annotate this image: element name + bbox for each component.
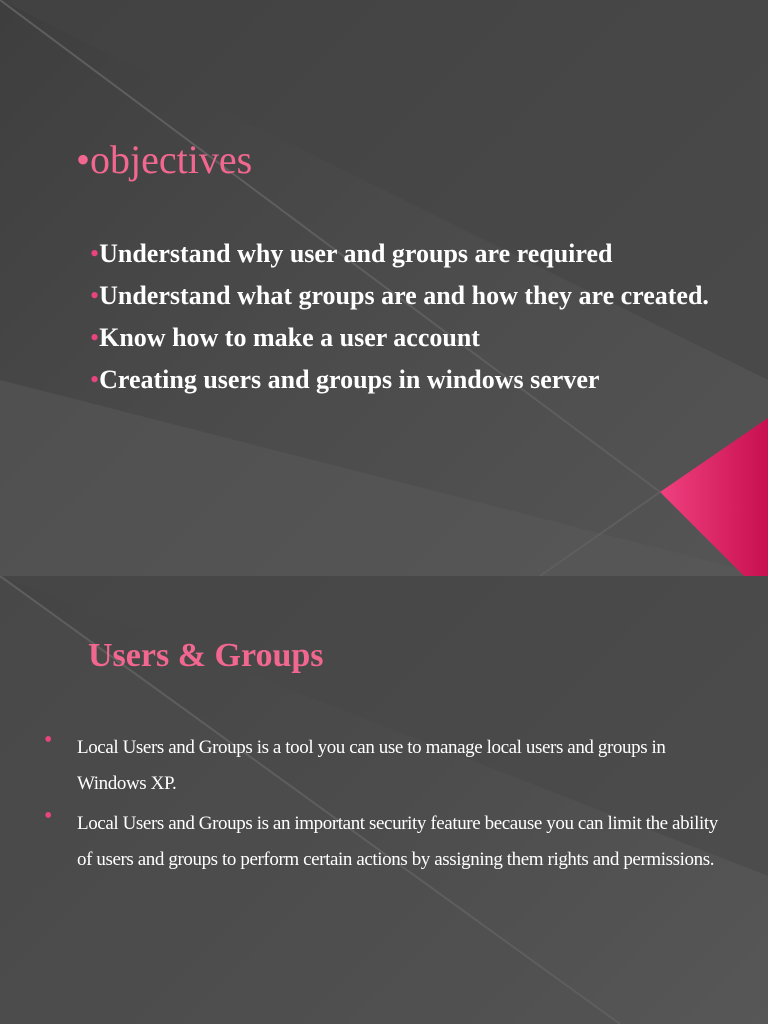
bullet-icon: • <box>90 281 100 310</box>
list-item <box>90 363 730 397</box>
pink-triangle-accent <box>660 418 768 576</box>
list-item <box>44 803 734 878</box>
objectives-list <box>90 237 730 405</box>
slide-title <box>76 136 252 184</box>
list-item <box>90 279 730 313</box>
list-item <box>44 727 734 802</box>
background-facet-bottom <box>0 380 768 576</box>
list-item-text: Know how to make a user account <box>99 323 480 352</box>
list-item-text: Understand why user and groups are required <box>99 239 613 268</box>
bullet-icon: • <box>90 323 100 352</box>
title-bullet: • <box>76 137 91 182</box>
list-item <box>90 321 730 355</box>
list-item <box>90 237 730 271</box>
bullet-icon: • <box>44 727 53 753</box>
slide-title: Users & Groups <box>88 637 324 674</box>
list-item-text: Understand what groups are and how they are created. <box>99 281 709 310</box>
list-item-text: Creating users and groups in windows server <box>99 365 600 394</box>
title-text: objectives <box>90 137 253 182</box>
list-item-text: Local Users and Groups is a tool you can use to manage local users and groups in Windows XP. <box>77 737 666 794</box>
users-groups-list <box>44 727 734 882</box>
bullet-icon: • <box>90 365 100 394</box>
bullet-icon: • <box>90 239 100 268</box>
bullet-icon: • <box>44 803 53 829</box>
list-item-text: Local Users and Groups is an important security feature because you can limit the ability of users and groups to perform certain actions by assigning them rights and permissions. <box>77 813 718 870</box>
